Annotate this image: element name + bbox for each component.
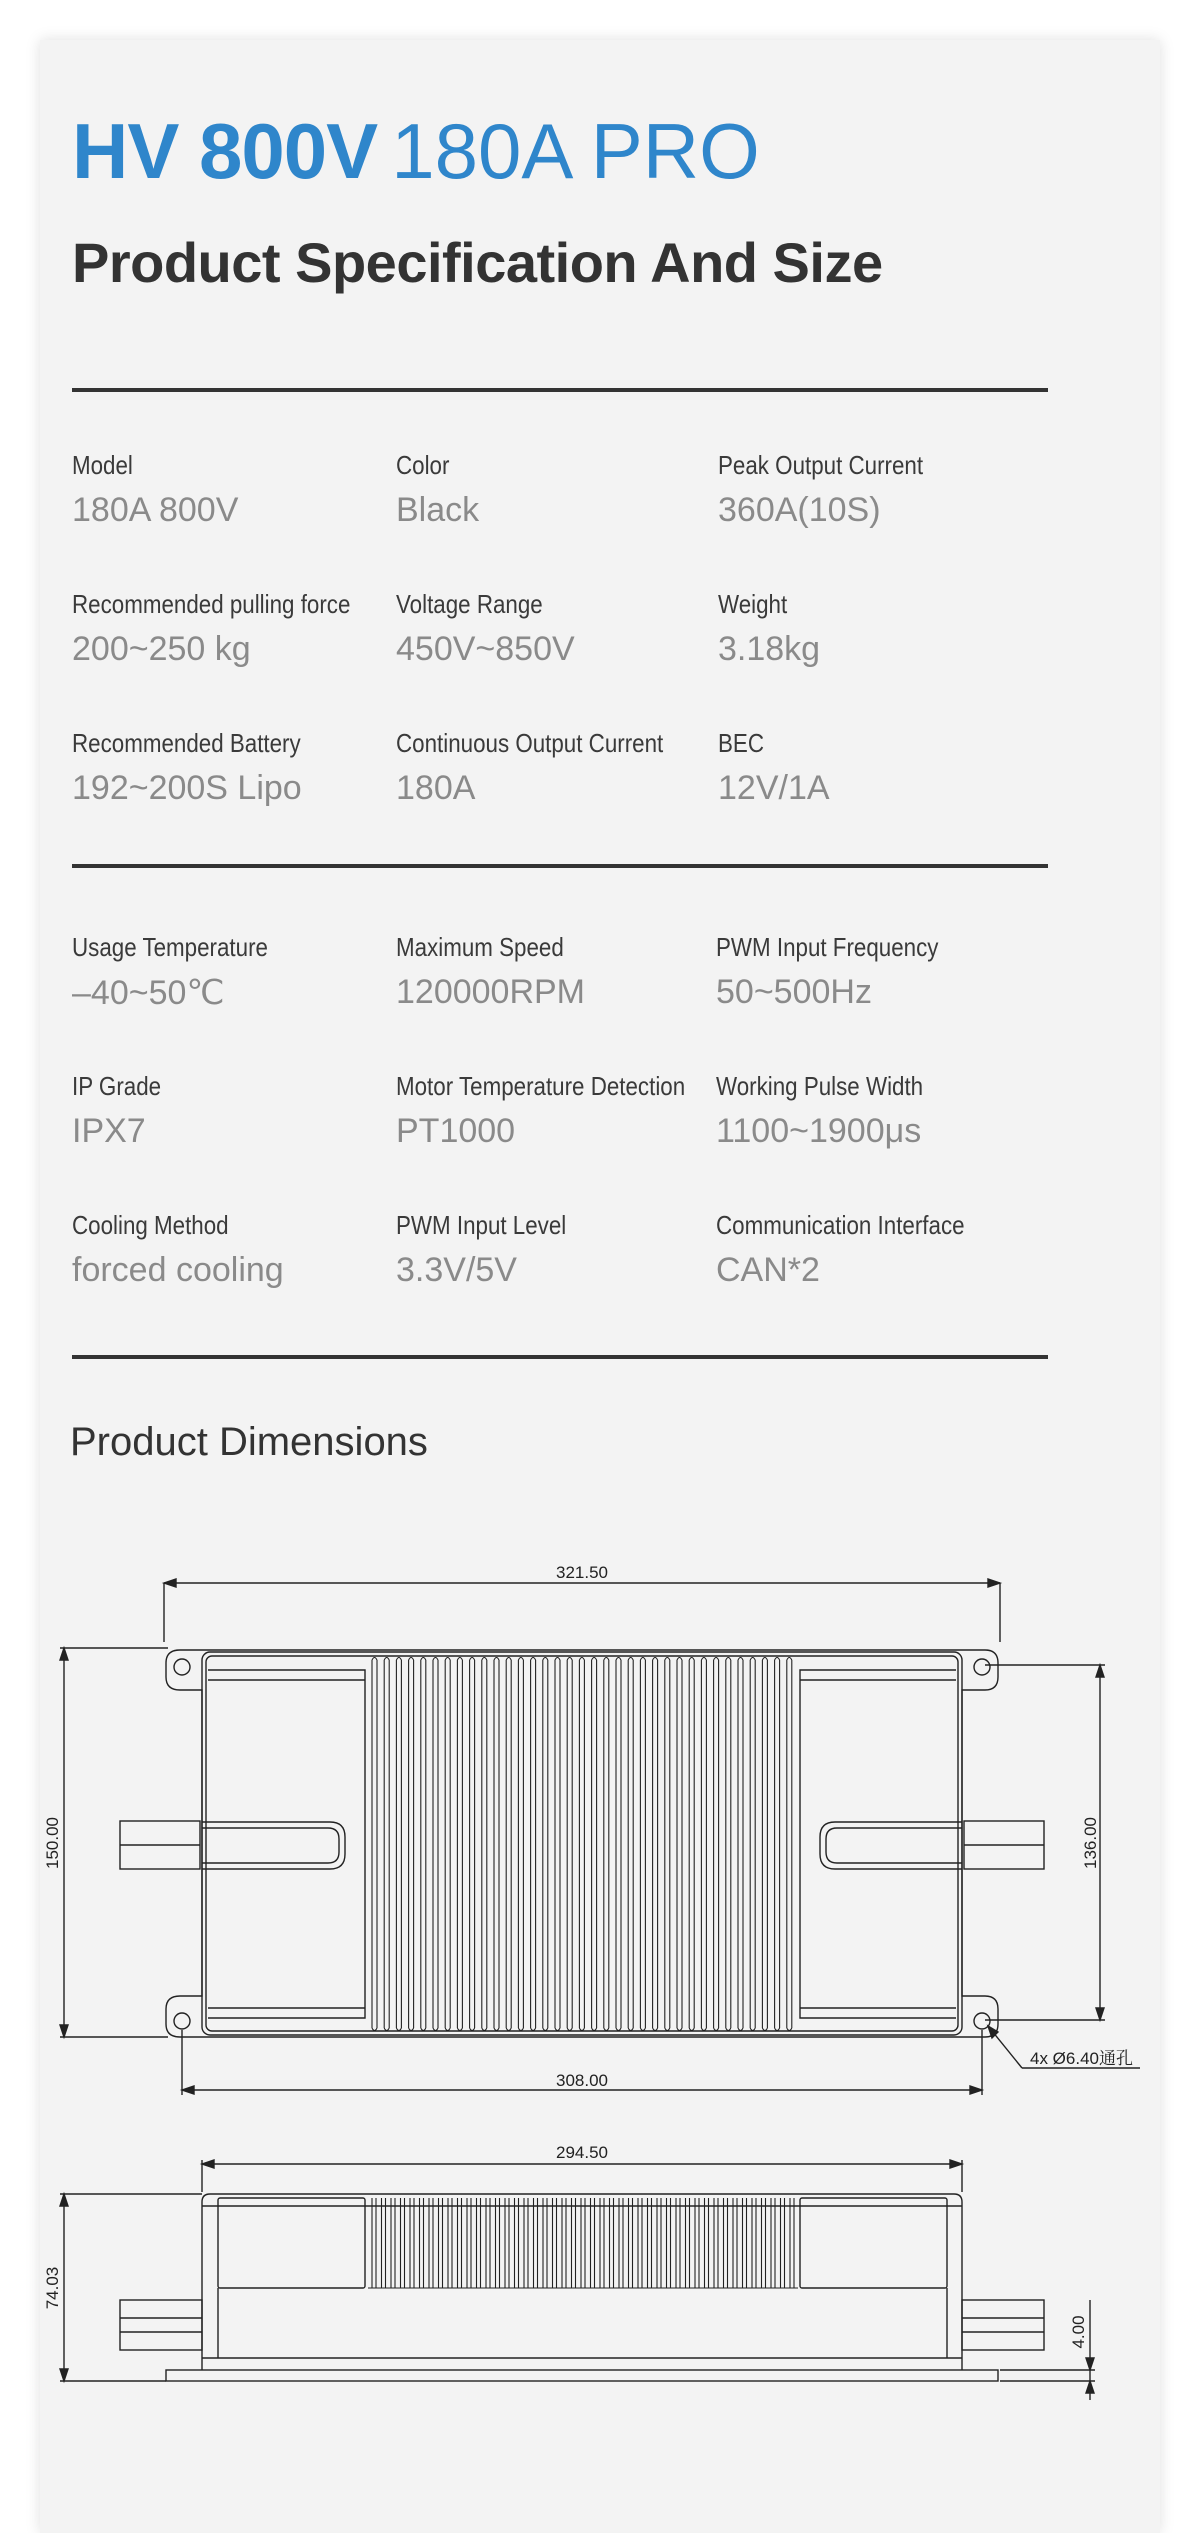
spec-label: BEC (718, 728, 764, 758)
spec-value: IPX7 (72, 1112, 146, 1150)
spec-label: PWM Input Level (396, 1210, 567, 1240)
spec-value: 3.18kg (718, 630, 821, 668)
spec-label: Motor Temperature Detection (396, 1071, 686, 1101)
dim-overall-width: 150.00 (43, 1817, 62, 1869)
spec-label: Working Pulse Width (716, 1071, 924, 1101)
dim-hole-spacing-length: 308.00 (556, 2071, 608, 2090)
spec-value: 192~200S Lipo (72, 769, 302, 807)
dim-height: 74.03 (43, 2266, 62, 2310)
spec-value: Black (396, 491, 480, 529)
top-view-fins (372, 1658, 792, 2031)
spec-value: 450V~850V (396, 630, 575, 668)
spec-label: Usage Temperature (72, 932, 268, 962)
dim-overall-length: 321.50 (556, 1563, 608, 1582)
spec-label: Maximum Speed (396, 932, 564, 962)
spec-value: CAN*2 (716, 1251, 820, 1289)
spec-value: 360A(10S) (718, 491, 881, 529)
spec-value: 50~500Hz (716, 973, 872, 1011)
spec-label: Color (396, 450, 450, 480)
dim-hole-spacing-width: 136.00 (1081, 1817, 1100, 1869)
page-subtitle: Product Specification And Size (72, 231, 883, 294)
spec-label: Weight (718, 589, 788, 619)
spec-value: –40~50℃ (72, 974, 225, 1012)
product-title-light: 180A PRO (391, 107, 760, 195)
product-title-bold: HV 800V (72, 107, 378, 195)
spec-label: Communication Interface (716, 1210, 965, 1240)
spec-value: forced cooling (72, 1251, 284, 1289)
dim-base-thickness: 4.00 (1069, 2315, 1088, 2349)
side-view-outline (60, 2160, 1095, 2400)
spec-label: Model (72, 450, 133, 480)
spec-value: PT1000 (396, 1112, 516, 1150)
spec-label: PWM Input Frequency (716, 932, 939, 962)
spec-label: Voltage Range (396, 589, 543, 619)
spec-value: 3.3V/5V (396, 1251, 517, 1289)
spec-value: 180A (396, 769, 476, 807)
dim-body-length: 294.50 (556, 2143, 608, 2162)
spec-label: Peak Output Current (718, 450, 924, 480)
dim-holes-note: 4x Ø6.40通孔 (1030, 2049, 1133, 2068)
spec-label: IP Grade (72, 1071, 162, 1101)
spec-value: 120000RPM (396, 973, 586, 1011)
spec-value: 200~250 kg (72, 630, 251, 668)
spec-label: Recommended Battery (72, 728, 301, 758)
spec-label: Recommended pulling force (72, 589, 351, 619)
spec-value: 1100~1900μs (716, 1112, 922, 1150)
top-view-outline (60, 1579, 1140, 2095)
dimensions-heading: Product Dimensions (70, 1420, 428, 1464)
side-view-fins (368, 2198, 798, 2288)
spec-value: 180A 800V (72, 491, 239, 529)
spec-label: Continuous Output Current (396, 728, 664, 758)
spec-label: Cooling Method (72, 1210, 229, 1240)
spec-value: 12V/1A (718, 769, 830, 807)
